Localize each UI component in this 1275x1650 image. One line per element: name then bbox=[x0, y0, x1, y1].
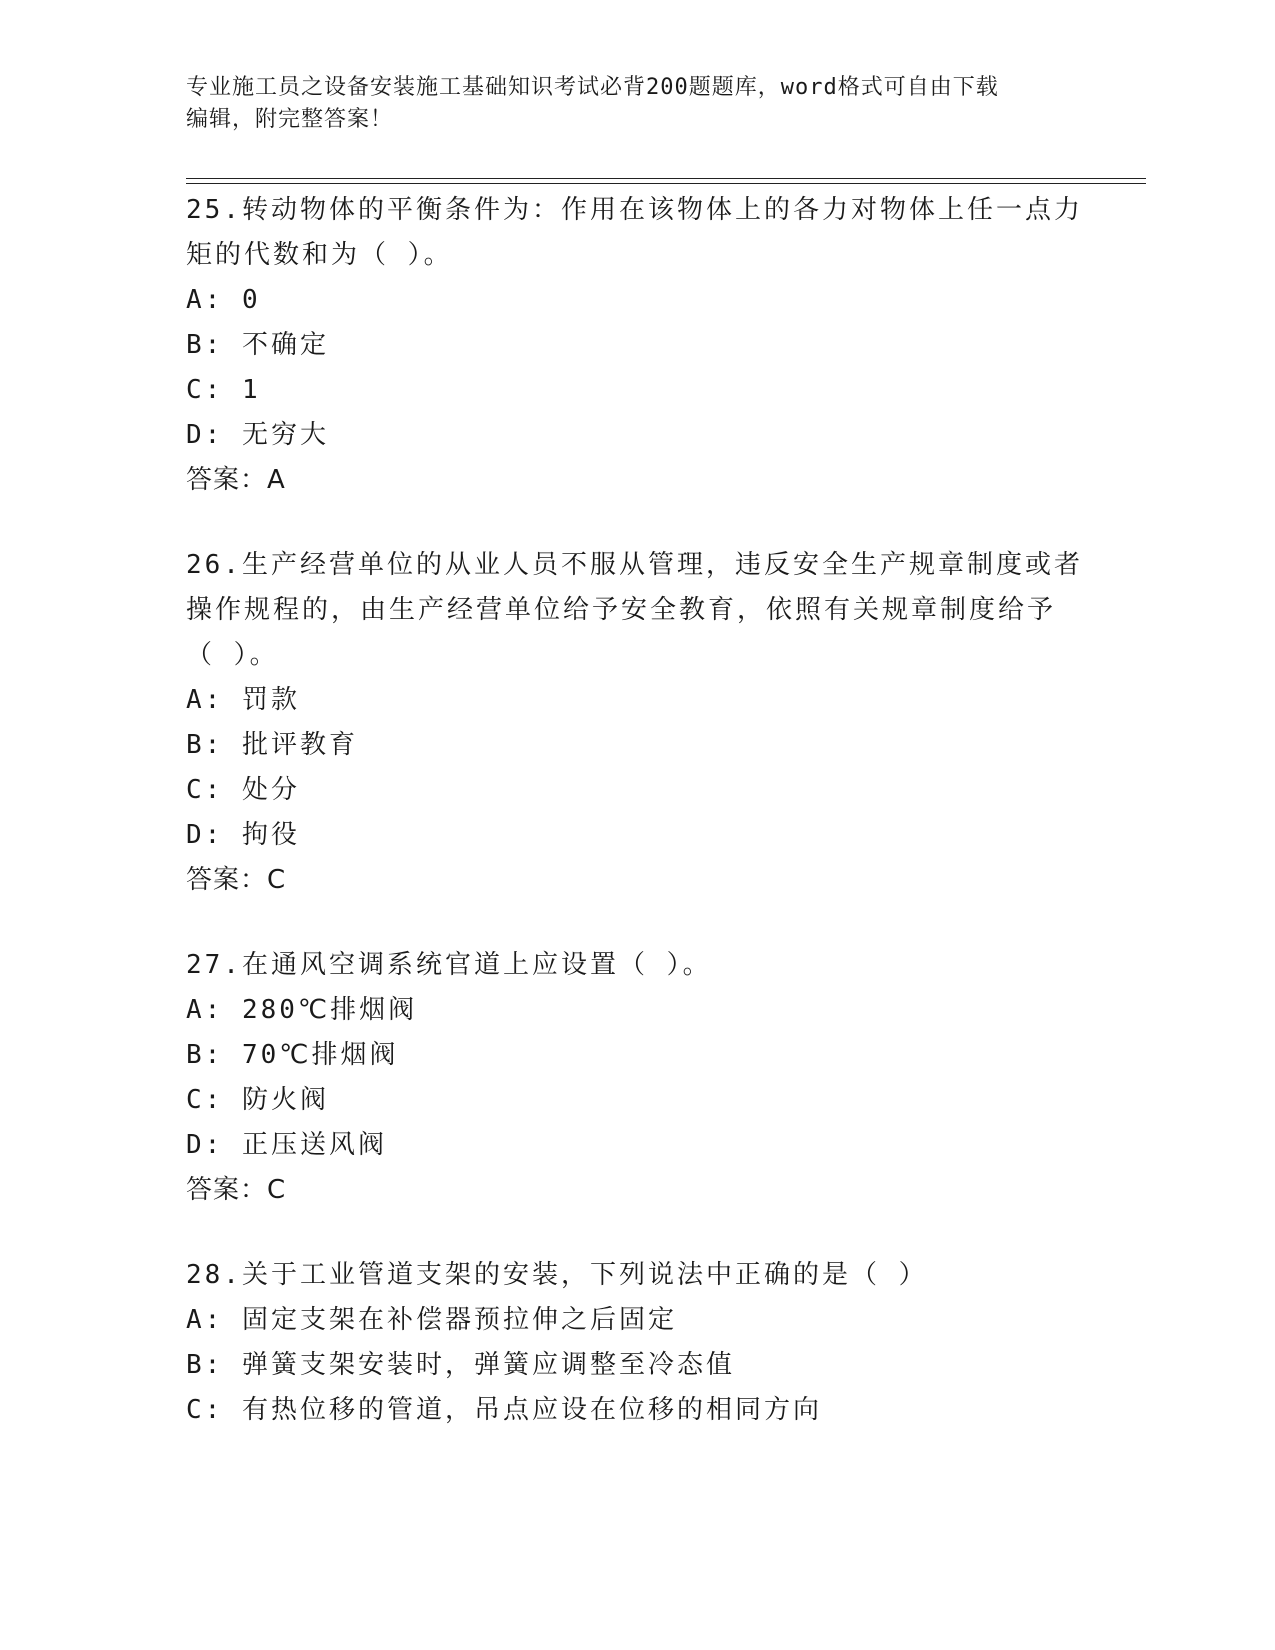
question-27 bbox=[186, 943, 1086, 1213]
question-stem: 26.生产经营单位的从业人员不服从管理，违反安全生产规章制度或者 bbox=[186, 550, 1083, 580]
question-stem: 25.转动物体的平衡条件为：作用在该物体上的各力对物体上任一点力 bbox=[186, 195, 1083, 225]
option-a: A: 0 bbox=[186, 285, 261, 315]
question-stem: （ ）。 bbox=[186, 640, 279, 670]
question-25 bbox=[186, 188, 1086, 503]
option-b: B: 不确定 bbox=[186, 330, 329, 360]
option-c: C: 防火阀 bbox=[186, 1085, 329, 1115]
option-d: D: 正压送风阀 bbox=[186, 1130, 387, 1160]
option-c: C: 1 bbox=[186, 375, 261, 405]
question-26 bbox=[186, 543, 1086, 903]
option-b: B: 弹簧支架安装时，弹簧应调整至冷态值 bbox=[186, 1350, 735, 1380]
header-line-1: 专业施工员之设备安装施工基础知识考试必背200题题库，word格式可自由下载 bbox=[186, 75, 999, 100]
answer: 答案：C bbox=[186, 865, 287, 895]
question-stem: 28.关于工业管道支架的安装，下列说法中正确的是（ ） bbox=[186, 1260, 928, 1290]
header-divider-bottom bbox=[186, 183, 1146, 184]
document-header bbox=[186, 72, 1086, 136]
question-stem: 矩的代数和为（ ）。 bbox=[186, 240, 453, 270]
option-a: A: 罚款 bbox=[186, 685, 300, 715]
header-divider-top bbox=[186, 178, 1146, 179]
option-c: C: 有热位移的管道，吊点应设在位移的相同方向 bbox=[186, 1395, 822, 1425]
answer: 答案：C bbox=[186, 1175, 287, 1205]
option-a: A: 固定支架在补偿器预拉伸之后固定 bbox=[186, 1305, 677, 1335]
question-stem: 27.在通风空调系统官道上应设置（ ）。 bbox=[186, 950, 712, 980]
option-b: B: 批评教育 bbox=[186, 730, 358, 760]
header-line-2: 编辑，附完整答案！ bbox=[186, 107, 394, 132]
option-d: D: 无穷大 bbox=[186, 420, 329, 450]
question-stem: 操作规程的，由生产经营单位给予安全教育，依照有关规章制度给予 bbox=[186, 595, 1057, 625]
option-b: B: 70℃排烟阀 bbox=[186, 1040, 399, 1070]
question-28 bbox=[186, 1253, 1086, 1433]
answer: 答案：A bbox=[186, 465, 286, 495]
option-d: D: 拘役 bbox=[186, 820, 300, 850]
option-a: A: 280℃排烟阀 bbox=[186, 995, 418, 1025]
question-list bbox=[186, 188, 1086, 1473]
option-c: C: 处分 bbox=[186, 775, 300, 805]
